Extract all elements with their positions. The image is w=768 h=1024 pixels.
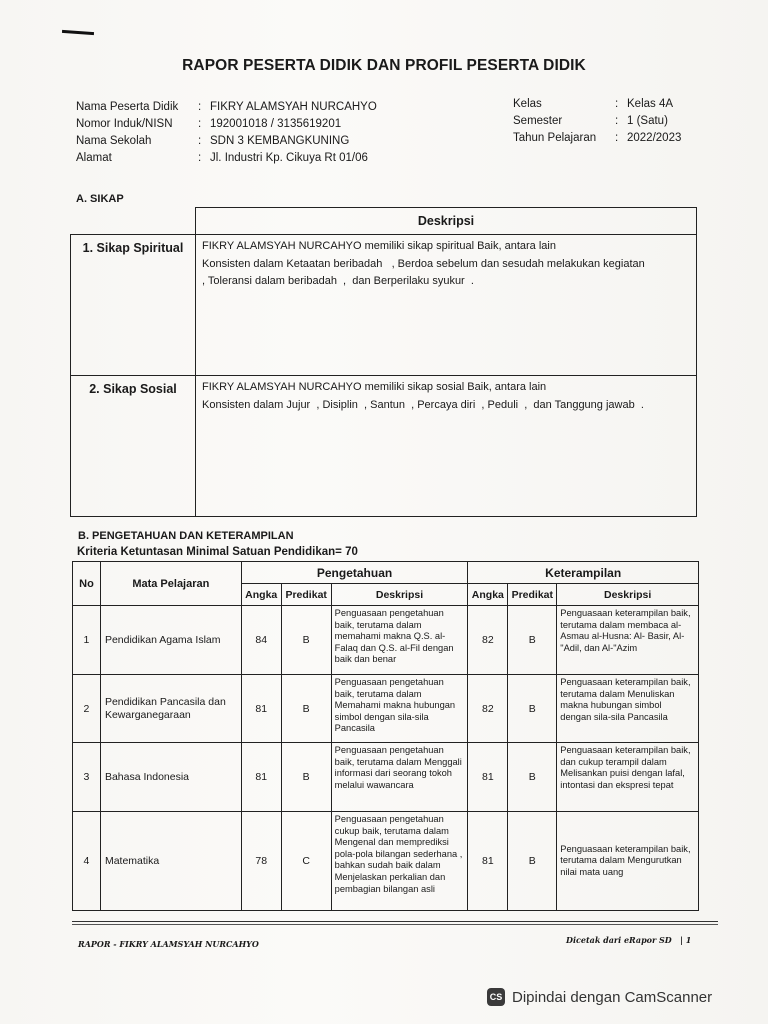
camscanner-logo-icon: CS (487, 988, 505, 1006)
cell-no: 1 (73, 606, 101, 675)
camscanner-watermark (487, 988, 712, 1006)
info-label: Nama Sekolah (76, 135, 152, 147)
kkm-label: Kriteria Ketuntasan Minimal Satuan Pendidikan= 70 (77, 546, 358, 558)
col-p-predikat: Predikat (281, 584, 331, 606)
cell-k-predikat: B (508, 812, 557, 911)
table-row (73, 743, 699, 812)
info-row-sekolah: Nama Sekolah : SDN 3 KEMBANGKUNING (76, 133, 377, 150)
table-row (73, 812, 699, 911)
info-label: Semester (513, 115, 563, 127)
cell-no: 2 (73, 675, 101, 743)
footer-divider (72, 921, 718, 922)
footer-printed-from: Dicetak dari eRapor SD | 1 (566, 935, 692, 945)
cell-k-angka: 82 (468, 606, 508, 675)
info-value: FIKRY ALAMSYAH NURCAHYO (210, 101, 377, 113)
info-value: 192001018 / 3135619201 (210, 118, 342, 130)
info-value: Jl. Industri Kp. Cikuya Rt 01/06 (210, 152, 368, 164)
info-row-semester: Semester : 1 (Satu) (513, 113, 681, 130)
info-label: Alamat (76, 152, 112, 164)
sikap-row-spiritual (71, 235, 697, 376)
col-no: No (73, 562, 101, 606)
info-row-kelas: Kelas : Kelas 4A (513, 96, 681, 113)
corner-mark (62, 30, 94, 35)
student-info-left (76, 99, 377, 167)
cell-p-predikat: C (281, 812, 331, 911)
cell-p-angka: 78 (241, 812, 281, 911)
info-label: Kelas (513, 98, 542, 110)
info-row-nisn: Nomor Induk/NISN : 192001018 / 3135619201 (76, 116, 377, 133)
col-p-deskripsi: Deskripsi (331, 584, 468, 606)
cell-k-predikat: B (508, 606, 557, 675)
sikap-table (70, 207, 697, 517)
cell-no: 3 (73, 743, 101, 812)
cell-k-deskripsi: Penguasaan keterampilan baik, terutama dalam membaca al-Asmau al-Husna: Al- Basir, Al-"Adil, dan Al-"Azim (557, 606, 699, 675)
info-row-alamat: Alamat : Jl. Industri Kp. Cikuya Rt 01/06 (76, 150, 377, 167)
cell-k-angka: 81 (468, 743, 508, 812)
cell-mapel: Pendidikan Pancasila dan Kewarganegaraan (100, 675, 241, 743)
info-value: SDN 3 KEMBANGKUNING (210, 135, 350, 147)
sikap-description: FIKRY ALAMSYAH NURCAHYO memiliki sikap spiritual Baik, antara lain Konsisten dalam Ketaatan beribadah , Berdoa sebelum dan sesudah melakukan kegiatan , Toleransi dalam beribadah , dan Berperilaku syukur . (196, 235, 697, 376)
sikap-col-header: Deskripsi (196, 208, 697, 235)
cell-p-predikat: B (281, 675, 331, 743)
document-title: RAPOR PESERTA DIDIK DAN PROFIL PESERTA DIDIK (182, 57, 586, 74)
table-row (73, 606, 699, 675)
section-sikap-heading: A. SIKAP (76, 193, 124, 205)
sikap-aspect: 2. Sikap Sosial (71, 376, 196, 517)
cell-k-predikat: B (508, 675, 557, 743)
info-value: Kelas 4A (627, 98, 674, 110)
cell-p-angka: 84 (241, 606, 281, 675)
student-info-right (513, 96, 681, 147)
info-label: Nama Peserta Didik (76, 101, 179, 113)
cell-k-deskripsi: Penguasaan keterampilan baik, terutama dalam Mengurutkan nilai mata uang (557, 812, 699, 911)
table-row (73, 675, 699, 743)
section-nilai-heading: B. PENGETAHUAN DAN KETERAMPILAN (78, 530, 294, 542)
col-keterampilan: Keterampilan (468, 562, 699, 584)
info-label: Nomor Induk/NISN (76, 118, 173, 130)
cell-p-deskripsi: Penguasaan pengetahuan cukup baik, terutama dalam Mengenal dan memprediksi pola-pola bilangan sederhana , bahkan sudah baik dalam Menjelaskan perkalian dan pembagian bilangan asli (331, 812, 468, 911)
sikap-aspect: 1. Sikap Spiritual (71, 235, 196, 376)
cell-p-angka: 81 (241, 675, 281, 743)
cell-k-angka: 81 (468, 812, 508, 911)
footer-divider (72, 924, 718, 925)
nilai-table (72, 561, 699, 911)
col-k-angka: Angka (468, 584, 508, 606)
col-k-deskripsi: Deskripsi (557, 584, 699, 606)
cell-no: 4 (73, 812, 101, 911)
cell-mapel: Pendidikan Agama Islam (100, 606, 241, 675)
sikap-description: FIKRY ALAMSYAH NURCAHYO memiliki sikap sosial Baik, antara lain Konsisten dalam Jujur , Disiplin , Santun , Percaya diri , Peduli , dan Tanggung jawab . (196, 376, 697, 517)
cell-k-deskripsi: Penguasaan keterampilan baik, terutama dalam Menuliskan makna hubungan simbol dengan sila-sila Pancasila (557, 675, 699, 743)
info-value: 1 (Satu) (627, 115, 668, 127)
col-pengetahuan: Pengetahuan (241, 562, 468, 584)
info-row-nama: Nama Peserta Didik : FIKRY ALAMSYAH NURCAHYO (76, 99, 377, 116)
info-value: 2022/2023 (627, 132, 682, 144)
cell-p-predikat: B (281, 606, 331, 675)
cell-k-predikat: B (508, 743, 557, 812)
cell-p-predikat: B (281, 743, 331, 812)
cell-k-deskripsi: Penguasaan keterampilan baik, dan cukup terampil dalam Melisankan puisi dengan lafal, intontasi dan ekspresi tepat (557, 743, 699, 812)
footer-student: RAPOR - FIKRY ALAMSYAH NURCAHYO (78, 939, 259, 949)
info-row-tahun: Tahun Pelajaran : 2022/2023 (513, 130, 681, 147)
col-mapel: Mata Pelajaran (100, 562, 241, 606)
cell-mapel: Matematika (100, 812, 241, 911)
cell-p-deskripsi: Penguasaan pengetahuan baik, terutama dalam memahami makna Q.S. al-Falaq dan Q.S. al-Fil dengan baik dan benar (331, 606, 468, 675)
cell-p-angka: 81 (241, 743, 281, 812)
cell-k-angka: 82 (468, 675, 508, 743)
col-k-predikat: Predikat (508, 584, 557, 606)
cell-mapel: Bahasa Indonesia (100, 743, 241, 812)
cell-p-deskripsi: Penguasaan pengetahuan baik, terutama dalam Menggali informasi dari seorang tokoh melalui wawancara (331, 743, 468, 812)
info-label: Tahun Pelajaran (513, 132, 597, 144)
col-p-angka: Angka (241, 584, 281, 606)
sikap-row-sosial (71, 376, 697, 517)
cell-p-deskripsi: Penguasaan pengetahuan baik, terutama dalam Memahami makna hubungan simbol dengan sila-sila Pancasila (331, 675, 468, 743)
camscanner-text: Dipindai dengan CamScanner (512, 988, 713, 1006)
